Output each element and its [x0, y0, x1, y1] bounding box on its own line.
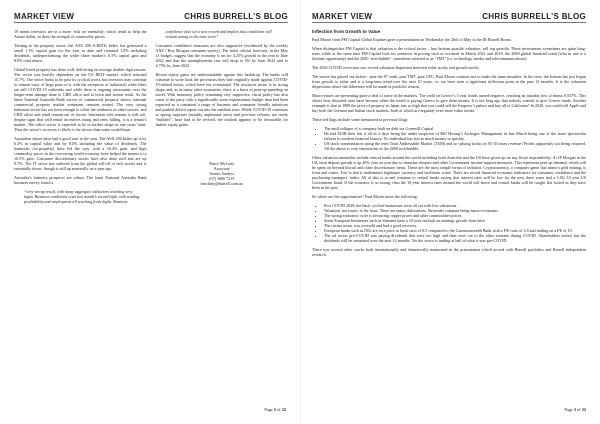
page-current: 3: [573, 407, 576, 412]
paragraph: Paul Moore from PM Capital Global Equities gave a presentation on Wednesday the 26th of May in the JR Burrell Room.: [312, 37, 512, 42]
list-item: • The strong economic cycle is favouring copper prices and other commodities prices.: [324, 213, 586, 218]
section-title: Inflection from Growth to Value: [312, 29, 381, 34]
paragraph: Global listed property has done well, delivering on average double digit returns. The sector was heavily dependent on the US REIT market, which returned 15.7%. The sector looks to be past its cyclical worst, but investors may continue to remain wary of large parts of it with the exception of industrial) while there are still COVID-19 outbreaks and while there is ongoing uncertainty over the longer-term damage done to CBD office and to brick and mortar retail. As the latest National Australia Bank survey of commercial property shows, national commercial property market sentiment remains muted. The very strong industrial sector has not been enough to offset the weakness in other sectors, and CBD office and retail remain out of favour. Sentiment with tenants is still soft, despite signs that with rental incentives rising and rents falling, it is a tenant’s market. The office sector is expected to be in further shape in one years’ time. Thus the sector’s recovery is likely to be slower than some would hope.: [14, 67, 147, 132]
paragraph: Consumer confidence measures are also supportive (evidenced by the weekly ANZ / Roy Morgan consumer survey). The latest official forecasts, in the May 11 budget, suggest that the economy is set for 4.25% growth in the year to June 2022 and that the unemployment rate will drop to 5% by June 2022 and to 4.75% by June 2023.: [155, 43, 288, 68]
page-total: 22: [581, 407, 586, 412]
header-title: MARKET VIEW: [14, 12, 75, 21]
paragraph: Other valuation anomalies include central banks around the world including both Australia and the US have given up on any fiscal responsibility. At JP Morgan in the US, term deposit growth is up 40% year on year due to stimulus cheques and other Government income support measures. This represents pent up demand, which will be spent on beyond biscuit and other discretionary items. These are the most simple forms of inflation. Cryptocurrency, a computer game that mimics gold mining, is front and centre. Fact is that it undermines legitimate currency and facilitates crime. There are record financial economic indicators for consumer confidence and the purchasing managers’ index. All of this is to and continue to central banks saying that interest rates will be low for the next three years and a 1.6% 10 year US Government bond. If the economy is so strong, then the 10-year interest rates around the world will move and central banks will be caught flat footed as they have been in the past.: [312, 155, 586, 190]
paragraph: Macro-issues are presenting quite a deal of noise in the markets. The yield on Greece’s 5 year bonds turned negative, reaching an intraday low of minus 0.037%. This shows how distorted rates have become when the world is paying Greece to give them money. It is not long ago that nobody wanted to give Greece funds. Another example is that in 1989 the price of property in Japan was so high that you could sell the Emperor’s palace and buy all of California! In 2020, you could sell Apple and buy both the German and Italian stock markets, both of which are arguably even more value stocks.: [312, 93, 586, 113]
list-item: • The oil sector pre-COVID was paying dividends that were too high and then were cut to the other extreme during COVID. Shareholders exited, but the dividends will be reinstated over the next 12 months. Yet the sector is trading at half of what it was pre-COVID.: [324, 233, 586, 243]
page-right: [300, 0, 600, 424]
author-email[interactable]: bmclarty@burrell.com.au: [200, 181, 243, 186]
header-brand: CHRIS BURRELL’S BLOG: [482, 12, 586, 21]
list-item: • European banks such as ING are on a price to book ratio of 0.5 compared to the Commonwealth Bank with a P/E ratio of 2.8 and trading on a PE of 19.: [324, 228, 586, 233]
header-title: MARKET VIEW: [312, 12, 373, 21]
page-of: of: [277, 407, 281, 412]
page-label: Page: [564, 407, 573, 412]
paragraph: Turning to the property sector, the ASX 200 A-REITs Index has generated a small 1.1% capital gain for the year to date and returned 1.8% including dividends, underperforming the wider share market’s 6.3% capital gain and 8.0% total return.: [14, 43, 147, 63]
list-item: • The casino sector was oversold and had a good recovery.: [324, 223, 586, 228]
page-of: of: [577, 407, 581, 412]
paragraph: When distinguishes PM Capital is that valuation is the critical factor – buy bottom quartile valuation, sell top quartile. These investments sometimes are quite long-term, while at the same time PM Capital look for scenarios in pricing such as occurred in March 2021 and 2018, the 2008 global financial crash (who in one is a lifetime opportunity) and the 2000 ‘tech-bubble’, sometimes referred to as ‘TMT’ (i.e. technology, media and telecommunications).: [312, 46, 586, 61]
bullet-list: [312, 126, 586, 151]
pull-quote: “very strong result, with many aggregate indicators reaching very highs. Business conditions reset last month’s record high, with trading, profitability and employment all reaching fresh highs. Business: [24, 189, 140, 204]
paragraph: So where are the opportunities? Paul Moore notes the following;: [312, 194, 418, 199]
list-item: • US stock commentators using the term Total Addressable Market (TAM) and so valuing stocks at 50-10 times revenue! Profits apparently not being required. All the above is very reminiscent of the 2000 tech-bubble.: [324, 141, 586, 151]
page-number: [564, 407, 586, 412]
page-current: 2: [273, 407, 276, 412]
paragraph: Australian shares have had a good start to the year. The ASX 200 Index up is by 6.3% in capital value and by 8.0% including the value of dividends. The financials (ex-property) have led the way, with a 16.4% gain, and high commodity prices in the recovering world economy have helped the miners to a 10.5% gain. Consumer discretionary stocks have also done well and are up 9.7%. The IT sector has suffered from the global sell-off of tech stocks and is essentially down, though is still up materially on a year ago.: [14, 136, 147, 171]
column-1: [14, 29, 147, 208]
body-columns: [14, 29, 288, 208]
paragraph: These red flags include some mentioned in previous blogs:: [312, 117, 409, 122]
author-name: Bruce McLarty: [209, 161, 235, 166]
list-item: • The until collapse of a company built on debt via Greensill Capital.: [324, 126, 586, 131]
author-phone: (07) 3006 7219: [209, 176, 235, 181]
author-title: Senior Analyst: [209, 171, 234, 176]
list-item: • Some European businesses such as Siemens have a 10-year outlook on earnings growth from here.: [324, 218, 586, 223]
list-item: • He had $23B then lost it all in 2 days being the under suspicion of Bill Hwang’s Archegos Management in late March being one of the more spectacular failures in modern financial history. No individual has lost as much money so quickly.: [324, 131, 586, 141]
paragraph: The movie has played out before - post the 87 crash, post TMT, post GFC. Paul Moore cautions not to make the same mistakes. In his view, the bottom has just begun from growth to value and is a long-term trend over the next 10 years, i.e. we have seen a significant inflection point in the past 12 months. It is the valuation dispersions where the difference will be made in portfolio returns.: [312, 74, 586, 89]
list-item: • Valuation, not issues, is the issue. There are many dislocations. Reversals common being macro-economic.: [324, 208, 586, 213]
page-header: [14, 12, 288, 23]
page-header: [312, 12, 586, 23]
page-number: [264, 407, 286, 412]
author-signature: [156, 161, 289, 186]
paragraph: 19 minus investors are in a more ‘risk on’ mentality, which tends to help the Aussie dollar, as does the strength of commodity prices.: [14, 29, 147, 39]
list-item: • Post COVID 2020, the basic cyclical businesses were all cut with low valuations.: [324, 203, 586, 208]
bullet-list: [312, 203, 586, 243]
author-title: Associate: [213, 166, 230, 171]
header-brand: CHRIS BURRELL’S BLOG: [184, 12, 288, 21]
paragraph: There was several other stocks both internationally and domestically mentioned in the presentation which accord with Burrell portfolios and Burrell independent research.: [312, 247, 586, 257]
paragraph: The 2020 COVID correction saw record valuation dispersion between value stocks and growth stocks.: [312, 65, 480, 70]
page-total: 22: [281, 407, 286, 412]
column-2: [156, 29, 289, 208]
paragraph: Australia’s business prospects are robust. The latest National Australia Bank business survey found a: [14, 175, 147, 185]
pull-quote-continued: confidence also set a new record and implies that conditions will remain strong in the near term”.: [165, 29, 272, 39]
paragraph: Recent equity gains are understandable against this backdrop. The banks will continue to write back the provisions they had originally made against COVID-19-related losses, which have not eventuated. The resources sector is in strong shape and, as in many other economies, there is a burst of pent-up spending on travel. With monetary policy remaining very supportive, fiscal policy has also come to the party with a significantly more expansionary budget than had been expected as it contained a range of business and consumer friendly initiatives and pushed deficit repair out into the medium term. While COVID-19 continues to spring surprises (notably unpleasant ones) and previous reforms are rarely “bubbles”, have had to be revised, the outlook appears to be favourable for further equity gains.: [155, 72, 288, 127]
page-label: Page: [264, 407, 273, 412]
